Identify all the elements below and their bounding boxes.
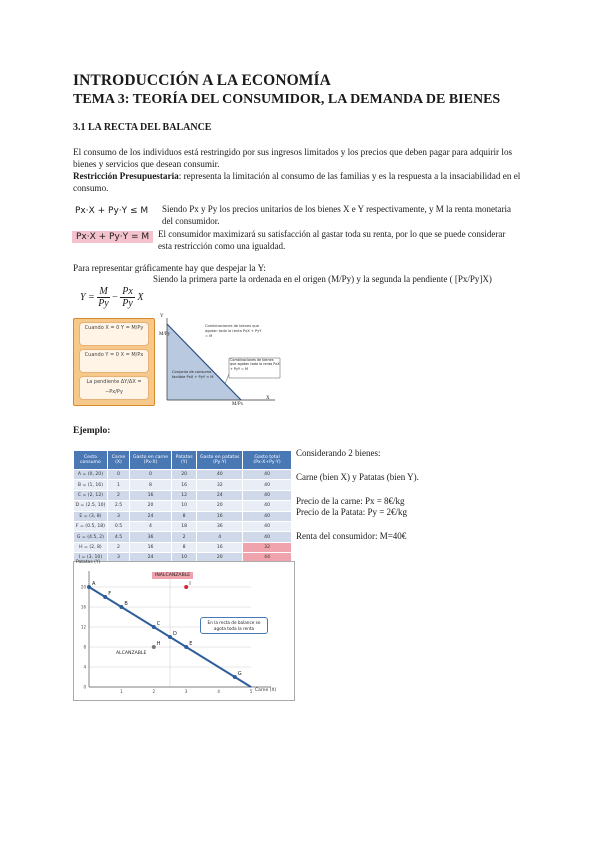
col-header: Gasto total (Px·X+Py·Y) [243, 451, 292, 470]
diagram-top-note: Combinaciones de bienes que agotan toda la renta PxX + PyY = M [205, 324, 262, 338]
data-point-d [168, 635, 172, 639]
budget-equation: Px·X + Py·Y = M [72, 231, 153, 243]
table-cell: 32 [243, 542, 292, 552]
col-header: Patatas (Y) [171, 451, 196, 470]
x-tick-label: 3 [184, 689, 188, 694]
point-label: H [156, 641, 161, 647]
table-cell: 0.5 [107, 521, 129, 531]
frac-den: Py [122, 298, 133, 309]
data-point-i [184, 585, 188, 589]
table-cell: 0 [130, 470, 172, 480]
table-cell: 4 [197, 532, 243, 542]
example-intro: Considerando 2 bienes: [296, 448, 381, 458]
table-cell: H = (2, 8) [74, 542, 108, 552]
table-cell: 20 [171, 470, 196, 480]
x-axis-label: X [266, 396, 270, 401]
table-cell: E = (3, 8) [74, 511, 108, 521]
table-cell: 36 [130, 532, 172, 542]
table-cell: 40 [243, 521, 292, 531]
table-cell: F = (0.5, 18) [74, 521, 108, 531]
budget-inequality: Px·X + Py·Y ≤ M [75, 206, 149, 216]
col-header: Carne (X) [107, 451, 129, 470]
price-x: Precio de la carne: Px = 8€/kg [296, 496, 405, 506]
area-label: Conjunto de consumo factible [172, 370, 212, 379]
y-tick-label: 12 [80, 624, 86, 630]
point-label: F [108, 591, 112, 597]
data-point-g [233, 675, 237, 679]
table-cell: 20 [197, 501, 243, 511]
table-cell: 18 [171, 521, 196, 531]
feasible-area-label [172, 370, 222, 379]
table-cell: 32 [197, 480, 243, 490]
formula-minus: − [112, 291, 118, 303]
y-formula [80, 286, 143, 309]
table-row [74, 521, 292, 531]
example-table [73, 450, 292, 564]
table-cell: 3 [107, 553, 129, 563]
formula-y: Y = [80, 291, 95, 303]
col-header: Cesta consumo [74, 451, 108, 470]
table-cell: 3 [107, 511, 129, 521]
table-cell: 8 [171, 511, 196, 521]
data-point-b [119, 605, 123, 609]
table-cell: 2.5 [107, 501, 129, 511]
doc-subtitle: TEMA 3: TEORÍA DEL CONSUMIDOR, LA DEMANDA DE BIENES [73, 92, 501, 107]
table-cell: 12 [171, 490, 196, 500]
table-cell: 16 [130, 490, 172, 500]
y-intercept-label: M/Py [159, 332, 171, 337]
table-header-row [74, 451, 292, 470]
table-cell: B = (1, 16) [74, 480, 108, 490]
table-cell: 40 [243, 511, 292, 521]
solve-note: Siendo la primera parte la ordenada en el origen (M/Py) y la segunda la pendiente ( [Px/Py]X) [153, 274, 492, 284]
y-tick-label: 16 [80, 604, 86, 610]
data-point-a [87, 585, 91, 589]
frac-num: Px [122, 286, 133, 297]
equation-note: El consumidor maximizará su satisfacción al gastar toda su renta, por lo que se puede considerar esta restricción como una igualdad. [158, 229, 506, 251]
table-cell: 8 [171, 542, 196, 552]
y-axis-label: Y [160, 314, 164, 319]
table-row [74, 490, 292, 500]
table-cell: 40 [243, 532, 292, 542]
table-cell: C = (2, 12) [74, 490, 108, 500]
x-tick-label: 4 [217, 689, 220, 694]
table-cell: 16 [197, 542, 243, 552]
table-cell: 10 [171, 501, 196, 511]
table-row [74, 480, 292, 490]
inequality-note: Siendo Px y Py los precios unitarios de los bienes X e Y respectivamente, y M la renta monetaria del consumidor. [162, 204, 512, 226]
restriction-label: Restricción Presupuestaria [73, 171, 179, 181]
table-cell: 40 [243, 490, 292, 500]
x-tick-label: 1 [120, 689, 123, 694]
table-cell: 2 [107, 490, 129, 500]
solve-line: Para representar gráficamente hay que despejar la Y: [73, 263, 266, 273]
point-label: B [124, 601, 128, 607]
doc-title: INTRODUCCIÓN A LA ECONOMÍA [73, 72, 331, 89]
unreachable-label: INALCANZABLE [152, 572, 193, 579]
table-cell: 40 [243, 470, 292, 480]
table-cell: 24 [130, 553, 172, 563]
section-heading: 3.1 LA RECTA DEL BALANCE [73, 122, 212, 133]
frac-den: Py [98, 298, 109, 309]
table-row [74, 532, 292, 542]
table-cell: 16 [171, 480, 196, 490]
table-cell: 44 [243, 553, 292, 563]
x-tick-label: 5 [249, 689, 253, 694]
fraction-px-py [120, 286, 135, 309]
table-cell: 4 [130, 521, 172, 531]
point-label: E [189, 641, 193, 647]
fraction-m-py [97, 286, 109, 309]
formula-x: X [137, 291, 144, 303]
point-label: D [173, 631, 177, 637]
table-cell: 40 [243, 501, 292, 511]
chart-callout: En la recta de balance se agota toda la renta [200, 617, 268, 634]
table-cell: 4.5 [107, 532, 129, 542]
point-label: I [189, 581, 191, 587]
point-label: G [237, 671, 242, 677]
restriction-definition [73, 170, 528, 194]
table-cell: I = (3, 10) [74, 553, 108, 563]
x-tick-label: 2 [152, 689, 156, 694]
table-cell: 2 [107, 542, 129, 552]
table-cell: 1 [107, 480, 129, 490]
example-goods: Carne (bien X) y Patatas (bien Y). [296, 472, 419, 482]
frac-num: M [99, 286, 108, 297]
pill-slope: La pendiente ΔY/ΔX = −Px/Py [79, 376, 149, 400]
pill-x-intercept: Cuando Y = 0 X = M/Px [79, 349, 149, 373]
data-point-c [152, 625, 156, 629]
formula-summary-box [73, 318, 155, 406]
restriction-text: : representa la limitación al consumo de las familias y es la respuesta a la insaciabilidad en el consumo. [73, 171, 521, 193]
table-cell: 20 [130, 501, 172, 511]
intro-line: El consumo de los individuos está restringido por sus ingresos limitados y los precios que deben pagar para adquirir los bienes y servicios que desean consumir. [73, 147, 513, 169]
callout-text: Combinaciones de bienes que agotan toda la renta PxX + PyY = M [230, 358, 280, 371]
data-point-e [184, 645, 188, 649]
table-cell: 16 [197, 511, 243, 521]
table-cell: 40 [243, 480, 292, 490]
col-header: Gasto en patatas (Py·Y) [197, 451, 243, 470]
chart-y-label: Patatas (Y) [76, 560, 101, 565]
area-eq: PxX + PyY < M [186, 374, 214, 379]
table-cell: 40 [197, 470, 243, 480]
table-cell: 10 [171, 553, 196, 563]
table-cell: 24 [130, 511, 172, 521]
table-cell: D = (2.5, 10) [74, 501, 108, 511]
y-tick-label: 0 [83, 684, 86, 690]
reachable-label: ALCANZABLE [112, 650, 150, 657]
data-point-f [103, 595, 107, 599]
table-cell: 8 [130, 480, 172, 490]
table-cell: 20 [197, 553, 243, 563]
callout-pointer [225, 374, 229, 384]
point-label: A [92, 581, 96, 587]
table-row [74, 511, 292, 521]
table-cell: 16 [130, 542, 172, 552]
pill-y-intercept: Cuando X = 0 Y = M/Py [79, 322, 149, 346]
col-header: Gasto en carne (Px·X) [130, 451, 172, 470]
y-tick-label: 20 [80, 584, 86, 590]
y-tick-label: 8 [83, 644, 86, 650]
income: Renta del consumidor: M=40€ [296, 531, 407, 541]
x-intercept-label: M/Px [232, 402, 244, 407]
table-cell: 24 [197, 490, 243, 500]
intro-paragraph [73, 146, 528, 194]
table-cell: A = (0, 20) [74, 470, 108, 480]
table-cell: 0 [107, 470, 129, 480]
data-point-h [152, 645, 156, 649]
chart-x-label: Carne (X) [255, 688, 277, 693]
table-cell: 2 [171, 532, 196, 542]
table-row [74, 501, 292, 511]
table-cell: 36 [197, 521, 243, 531]
point-label: C [156, 621, 161, 627]
table-row [74, 542, 292, 552]
example-label: Ejemplo: [73, 426, 111, 436]
y-tick-label: 4 [83, 664, 86, 670]
price-y: Precio de la Patata: Py = 2€/kg [296, 507, 408, 517]
table-cell: G = (4.5, 2) [74, 532, 108, 542]
table-row [74, 470, 292, 480]
